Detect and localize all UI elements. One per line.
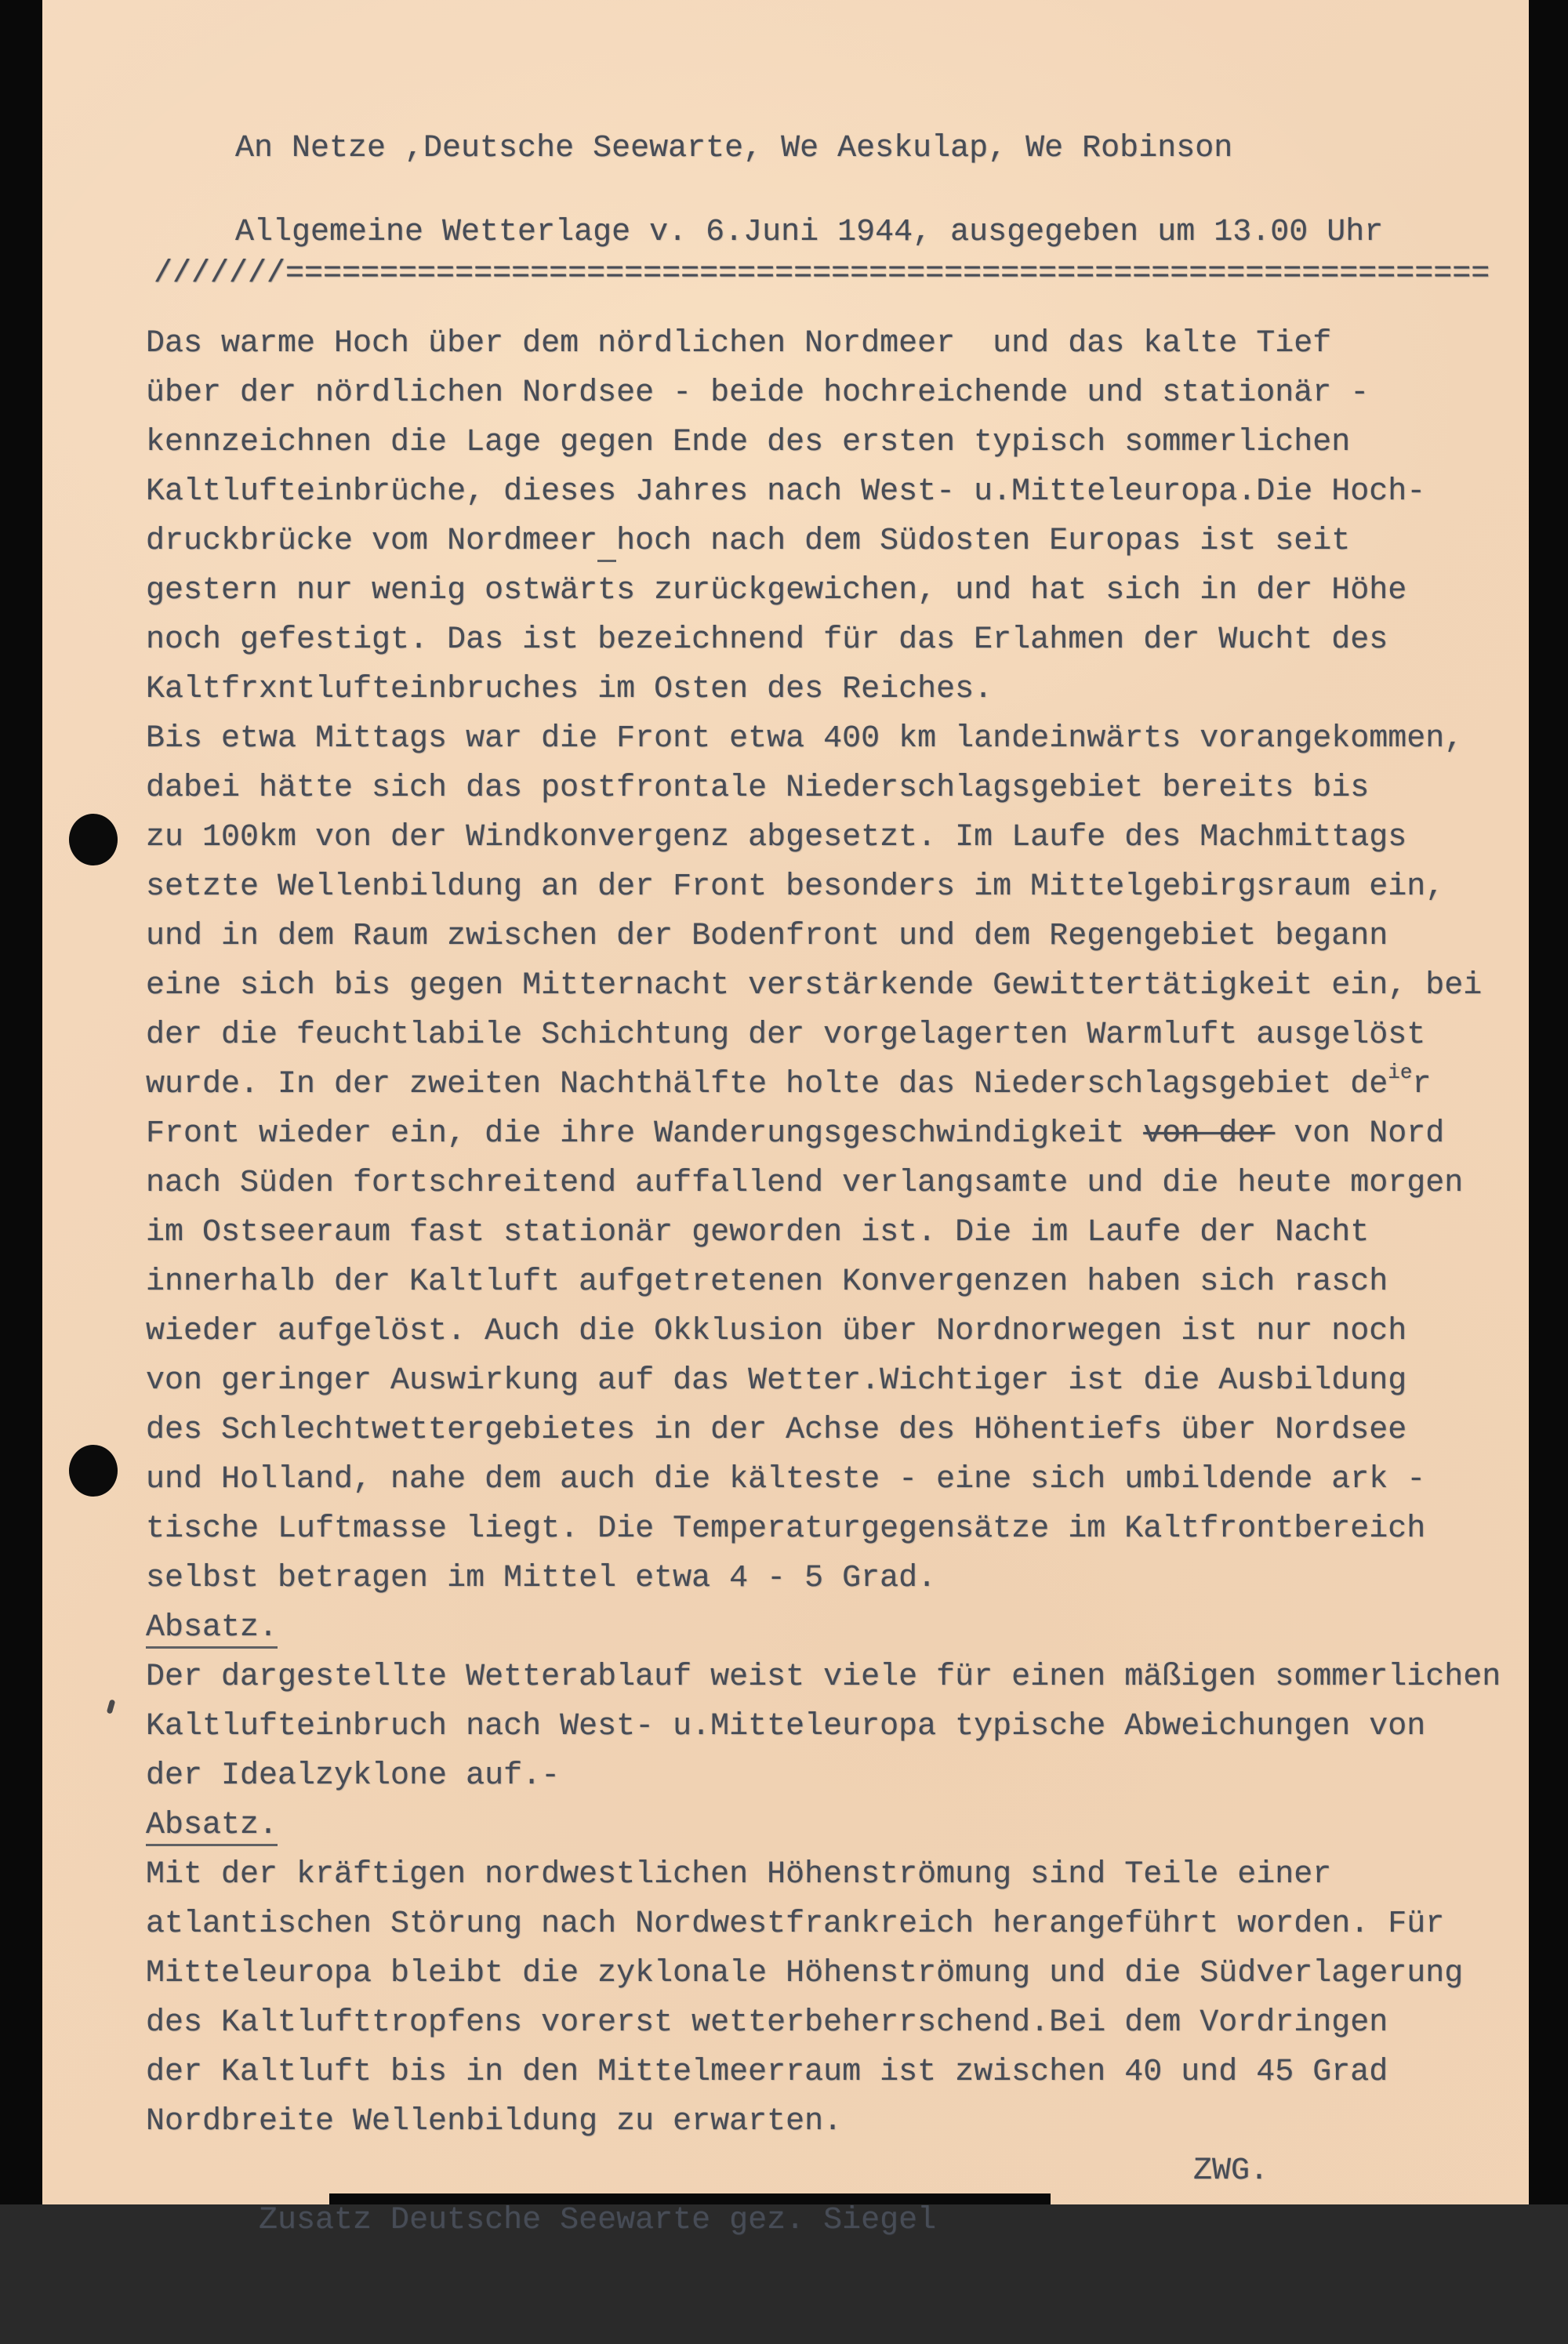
- document-line: Mit der kräftigen nordwestlichen Höhenströmung sind Teile einer: [146, 1857, 1332, 1892]
- document-line: noch gefestigt. Das ist bezeichnend für das Erlahmen der Wucht des: [146, 622, 1388, 658]
- title-line: Allgemeine Wetterlage v. 6.Juni 1944, ausgegeben um 13.00 Uhr: [235, 215, 1384, 250]
- document-line: des Schlechtwettergebietes in der Achse des Höhentiefs über Nordsee: [146, 1413, 1407, 1448]
- document-line: Bis etwa Mittags war die Front etwa 400 km landeinwärts vorangekommen,: [146, 721, 1464, 757]
- document-line: der Kaltluft bis in den Mittelmeerraum ist zwischen 40 und 45 Grad: [146, 2055, 1388, 2090]
- document-line: Nordbreite Wellenbildung zu erwarten.: [146, 2104, 843, 2139]
- document-line: und in dem Raum zwischen der Bodenfront und dem Regengebiet begann: [146, 919, 1388, 954]
- document-line: zu 100km von der Windkonvergenz abgesetzt. Im Laufe des Machmittags: [146, 820, 1407, 855]
- punch-hole-top: [69, 814, 118, 865]
- document-line: setzte Wellenbildung an der Front besonders im Mittelgebirgsraum ein,: [146, 869, 1445, 905]
- document-line: Absatz.: [146, 1801, 1513, 1850]
- scan-edge-left: [0, 0, 42, 2204]
- document-line: eine sich bis gegen Mitternacht verstärkende Gewittertätigkeit ein, bei: [146, 968, 1483, 1003]
- document-content: [146, 124, 1513, 2238]
- scan-edge-right: [1529, 0, 1568, 2204]
- recipients-line: An Netze ,Deutsche Seewarte, We Aeskulap, We Robinson: [235, 131, 1233, 166]
- stray-pen-mark: [107, 1699, 116, 1714]
- document-line: atlantischen Störung nach Nordwestfrankreich herangeführt worden. Für: [146, 1907, 1445, 1942]
- document-line: innerhalb der Kaltluft aufgetretenen Konvergenzen haben sich rasch: [146, 1265, 1388, 1300]
- document-line: über der nördlichen Nordsee - beide hochreichende und stationär -: [146, 376, 1370, 411]
- document-line: Absatz.: [146, 1603, 1513, 1653]
- document-line: wurde. In der zweiten Nachthälfte holte das Niederschlagsgebiet deier: [146, 1061, 1432, 1102]
- document-line: Kaltlufteinbruch nach West- u.Mitteleuropa typische Abweichungen von: [146, 1709, 1426, 1744]
- footer-right-text: ZWG.: [1193, 2154, 1269, 2189]
- document-line: des Kaltlufttropfens vorerst wetterbeherrschend.Bei dem Vordringen: [146, 2005, 1388, 2041]
- document-line: gestern nur wenig ostwärts zurückgewichen, und hat sich in der Höhe: [146, 573, 1407, 608]
- document-line: Der dargestellte Wetterablauf weist viele für einen mäßigen sommerlichen: [146, 1660, 1501, 1695]
- document-line: Kaltfrxntlufteinbruches im Osten des Reiches.: [146, 672, 993, 707]
- document-line: tische Luftmasse liegt. Die Temperaturgegensätze im Kaltfrontbereich: [146, 1511, 1426, 1547]
- document-line: im Ostseeraum fast stationär geworden ist. Die im Laufe der Nacht: [146, 1215, 1370, 1250]
- document-line: und Holland, nahe dem auch die kälteste - eine sich umbildende ark -: [146, 1462, 1426, 1497]
- document-line: der die feuchtlabile Schichtung der vorgelagerten Warmluft ausgelöst: [146, 1018, 1426, 1053]
- document-line: Front wieder ein, die ihre Wanderungsgeschwindigkeit von der von Nord: [146, 1116, 1445, 1152]
- document-line: von geringer Auswirkung auf das Wetter.Wichtiger ist die Ausbildung: [146, 1363, 1407, 1399]
- divider-line: ///////================================================================: [154, 256, 1490, 292]
- punch-hole-bottom: [69, 1445, 118, 1497]
- document-line: wieder aufgelöst. Auch die Okklusion über Nordnorwegen ist nur noch: [146, 1314, 1407, 1349]
- document-line: selbst betragen im Mittel etwa 4 - 5 Grad.: [146, 1561, 937, 1596]
- document-line: kennzeichnen die Lage gegen Ende des ersten typisch sommerlichen: [146, 425, 1351, 460]
- document-line: der Idealzyklone auf.-: [146, 1758, 561, 1794]
- document-line: dabei hätte sich das postfrontale Niederschlagsgebiet bereits bis: [146, 771, 1370, 806]
- document-line: nach Süden fortschreitend auffallend verlangsamte und die heute morgen: [146, 1166, 1464, 1201]
- document-line: Kaltlufteinbrüche, dieses Jahres nach West- u.Mitteleuropa.Die Hoch-: [146, 474, 1426, 510]
- document-line: druckbrücke vom Nordmeer hoch nach dem Südosten Europas ist seit: [146, 517, 1513, 566]
- footer-left-text: Zusatz Deutsche Seewarte gez. Siegel: [259, 2203, 937, 2238]
- document-line: Mitteleuropa bleibt die zyklonale Höhenströmung und die Südverlagerung: [146, 1956, 1464, 1991]
- footer-line: [146, 2146, 1513, 2238]
- document-line: Das warme Hoch über dem nördlichen Nordmeer und das kalte Tief: [146, 326, 1332, 361]
- document-body: [146, 319, 1513, 2146]
